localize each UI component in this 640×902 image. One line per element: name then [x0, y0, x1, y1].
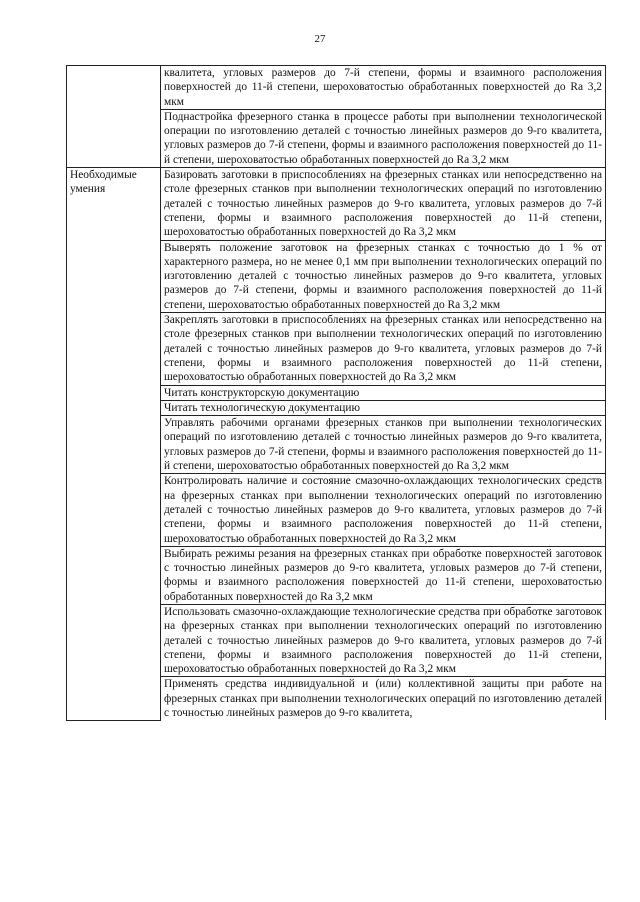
table-row: [67, 66, 606, 110]
table-cell: Выбирать режимы резания на фрезерных станках при обработке поверхностей заготовок с точностью линейных размеров до 9-го квалитета, угловых размеров до 7-й степени, формы и взаимного расположения поверхностей до 11-й степени, шероховатостью обработанных поверхностей до Ra 3,2 мкм: [161, 546, 606, 604]
table-cell: Применять средства индивидуальной и (или) коллективной защиты при работе на фрезерных станках при выполнении технологических операций по изготовлению деталей с точностью линейных размеров до 9-го квалитета,: [161, 677, 606, 720]
row-label-empty: [67, 66, 161, 168]
table-cell: Читать технологическую документацию: [161, 400, 606, 415]
table-cell: Базировать заготовки в приспособлениях на фрезерных станках или непосредственно на столе фрезерных станков при выполнении технологических операций по изготовлению деталей с точностью линейных размеров до 9-го квалитета, угловых размеров до 7-й степени, формы и взаимного расположения поверхностей до 11-й степени, шероховатостью обработанных поверхностей до Ra 3,2 мкм: [161, 168, 606, 240]
table-cell: Выверять положение заготовок на фрезерных станках с точностью до 1 % от характерного размера, но не менее 0,1 мм при выполнении технологических операций по изготовлению деталей с точностью линейных размеров до 9-го квалитета, угловых размеров до 7-й степени, формы и взаимного расположения поверхностей до 11-й степени, шероховатостью обработанных поверхностей до Ra 3,2 мкм: [161, 240, 606, 312]
table-row: [67, 168, 606, 240]
table-cell: Использовать смазочно-охлаждающие технологические средства при обработке заготовок на фрезерных станках при выполнении технологических операций по изготовлению деталей с точностью линейных размеров до 9-го квалитета, угловых размеров до 7-й степени, формы и взаимного расположения поверхностей до 11-й степени, шероховатостью обработанных поверхностей до Ra 3,2 мкм: [161, 604, 606, 676]
table-cell: Читать конструкторскую документацию: [161, 385, 606, 400]
table-cell: квалитета, угловых размеров до 7-й степени, формы и взаимного расположения поверхностей до 11-й степени, шероховатостью обработанных поверхностей до Ra 3,2 мкм: [161, 66, 606, 110]
skills-table: [66, 65, 606, 721]
table-cell: Контролировать наличие и состояние смазочно-охлаждающих технологических средств на фрезерных станках при выполнении технологических операций по изготовлению деталей с точностью линейных размеров до 9-го квалитета, угловых размеров до 7-й степени, формы и взаимного расположения поверхностей до 11-й степени, шероховатостью обработанных поверхностей до Ra 3,2 мкм: [161, 474, 606, 546]
page-number: 27: [314, 33, 326, 45]
table-cell: Закреплять заготовки в приспособлениях на фрезерных станках или непосредственно на столе фрезерных станков при выполнении технологических операций по изготовлению деталей с точностью линейных размеров до 9-го квалитета, угловых размеров до 7-й степени, формы и взаимного расположения поверхностей до 11-й степени, шероховатостью обработанных поверхностей до Ra 3,2 мкм: [161, 313, 606, 385]
table-cell: Поднастройка фрезерного станка в процессе работы при выполнении технологической операции по изготовлению деталей с точностью линейных размеров до 9-го квалитета, угловых размеров до 7-й степени, формы и взаимного расположения поверхностей до 11-й степени, шероховатостью обработанных поверхностей до Ra 3,2 мкм: [161, 109, 606, 167]
row-label-necessary-skills: Необходимые умения: [67, 168, 161, 721]
table-cell: Управлять рабочими органами фрезерных станков при выполнении технологических операций по изготовлению деталей с точностью линейных размеров до 9-го квалитета, угловых размеров до 7-й степени, формы и взаимного расположения поверхностей до 11-й степени, шероховатостью обработанных поверхностей до Ra 3,2 мкм: [161, 416, 606, 474]
